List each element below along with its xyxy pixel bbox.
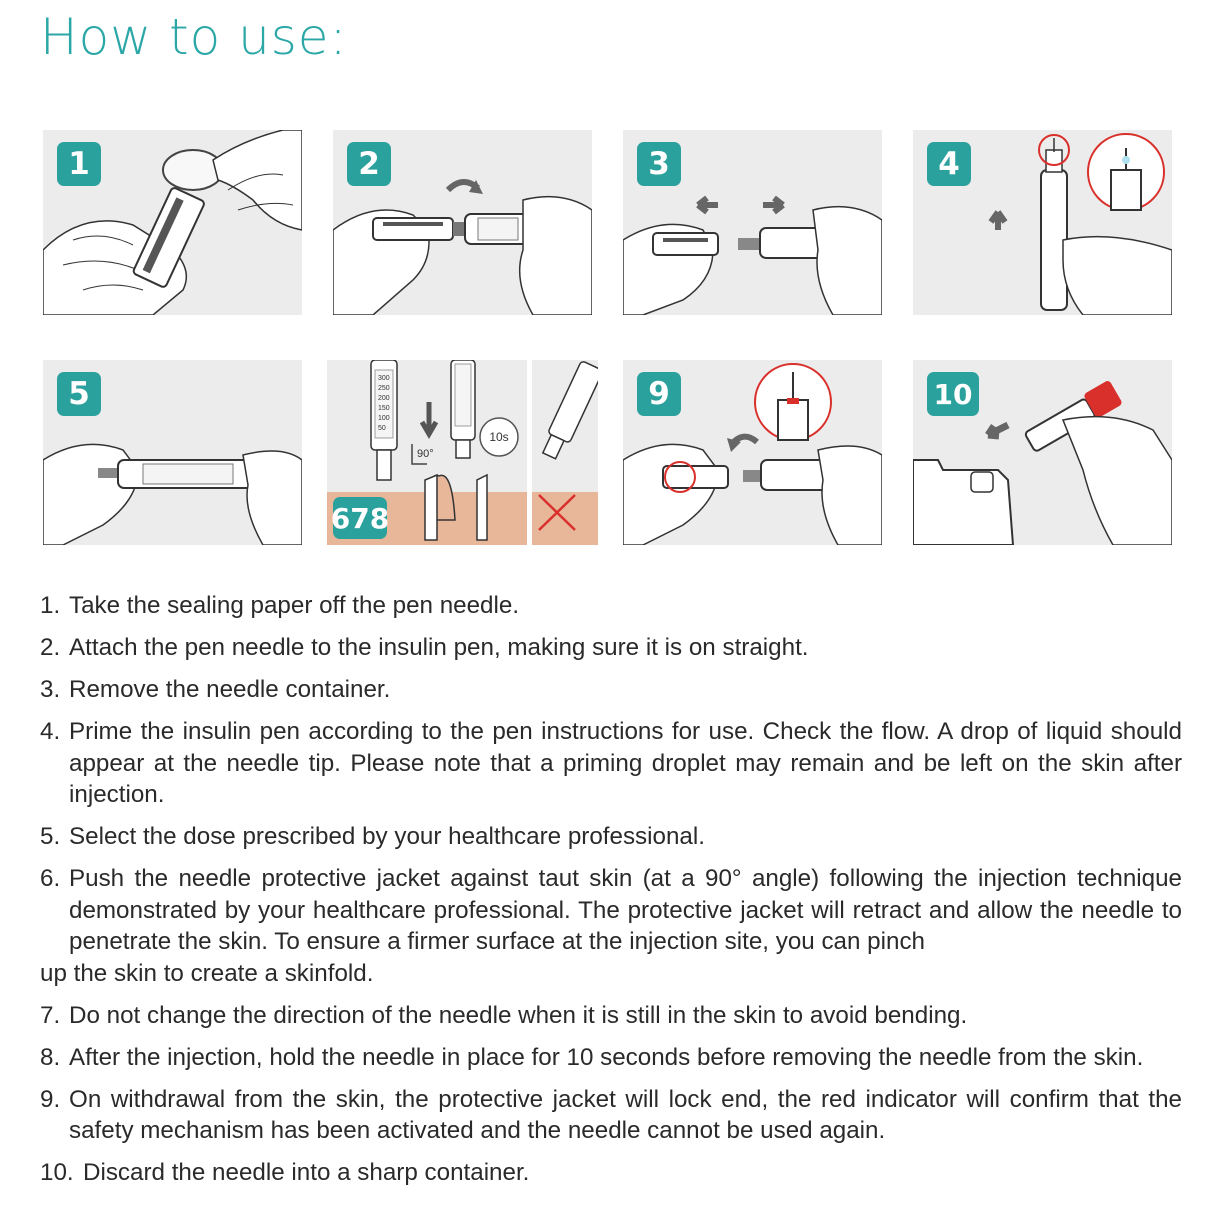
scale-label: 150 — [378, 405, 390, 412]
step-badge: 1 — [57, 142, 101, 186]
instruction-item — [40, 590, 1182, 622]
instruction-item — [40, 863, 1182, 989]
step-badge: 2 — [347, 142, 391, 186]
step-10-illustration — [913, 360, 1172, 545]
step-badge: 4 — [927, 142, 971, 186]
angle-label: 90° — [417, 448, 434, 460]
instruction-item — [40, 1157, 1182, 1189]
instruction-number: 3. — [40, 676, 61, 703]
instruction-number: 8. — [40, 1043, 61, 1071]
instruction-number: 2. — [40, 634, 61, 661]
step-678-illustration — [327, 360, 598, 545]
instruction-number: 10. — [40, 1159, 74, 1186]
timer-label: 10s — [489, 430, 509, 444]
instruction-item — [40, 674, 1182, 706]
step-5-illustration — [43, 360, 302, 545]
scale-label: 50 — [378, 425, 386, 432]
scale-label: 300 — [378, 375, 390, 382]
step-3-illustration — [623, 130, 882, 315]
instruction-text: Remove the needle container. — [69, 676, 391, 703]
step-badge: 678 — [333, 497, 387, 539]
instruction-text: On withdrawal from the skin, the protective jacket will lock end, the red indicator will confirm that the safety mechanism has been activated and the needle cannot be used again. — [69, 1085, 1182, 1144]
step-badge: 10 — [927, 372, 979, 416]
instruction-number: 5. — [40, 823, 61, 850]
page-title: How to use: — [40, 8, 348, 66]
instruction-text: Attach the pen needle to the insulin pen, making sure it is on straight. — [69, 634, 809, 661]
step-badge: 5 — [57, 372, 101, 416]
scale-left — [378, 374, 390, 434]
instruction-number: 6. — [40, 865, 61, 892]
step-4-illustration — [913, 130, 1172, 315]
instruction-item — [40, 1042, 1182, 1074]
instruction-item — [40, 716, 1182, 811]
instruction-list — [40, 590, 1182, 1199]
instruction-text: Do not change the direction of the needle when it is still in the skin to avoid bending. — [69, 1001, 968, 1029]
step-2-illustration — [333, 130, 592, 315]
scale-label: 100 — [378, 415, 390, 422]
instruction-text: Take the sealing paper off the pen needle. — [69, 592, 520, 619]
step-badge: 3 — [637, 142, 681, 186]
instruction-text-end: up the skin to create a skinfold. — [40, 959, 374, 987]
instruction-number: 9. — [40, 1085, 61, 1113]
instruction-number: 4. — [40, 718, 61, 745]
instruction-number: 7. — [40, 1001, 61, 1029]
step-1-illustration — [43, 130, 302, 315]
instruction-text: After the injection, hold the needle in place for 10 seconds before removing the needle from the skin. — [69, 1043, 1144, 1071]
instruction-text: Select the dose prescribed by your healthcare professional. — [69, 823, 705, 850]
instruction-text: Discard the needle into a sharp container. — [83, 1159, 530, 1186]
instruction-text: Push the needle protective jacket against taut skin (at a 90° angle) following the injection technique demonstrated by your healthcare professional. The protective jacket will retract and allow the needle to penetrate the skin. To ensure a firmer surface at the injection site, you can pinch — [69, 865, 1182, 955]
scale-label: 200 — [378, 395, 390, 402]
instruction-text: Prime the insulin pen according to the pen instructions for use. Check the flow. A drop of liquid should appear at the needle tip. Please note that a priming droplet may remain and be left on the skin after injection. — [69, 718, 1182, 808]
instruction-item — [40, 1000, 1182, 1032]
step-9-illustration — [623, 360, 882, 545]
instruction-number: 1. — [40, 592, 61, 619]
instruction-item — [40, 632, 1182, 664]
step-badge: 9 — [637, 372, 681, 416]
instruction-item — [40, 1084, 1182, 1147]
scale-label: 250 — [378, 385, 390, 392]
instruction-item — [40, 821, 1182, 853]
